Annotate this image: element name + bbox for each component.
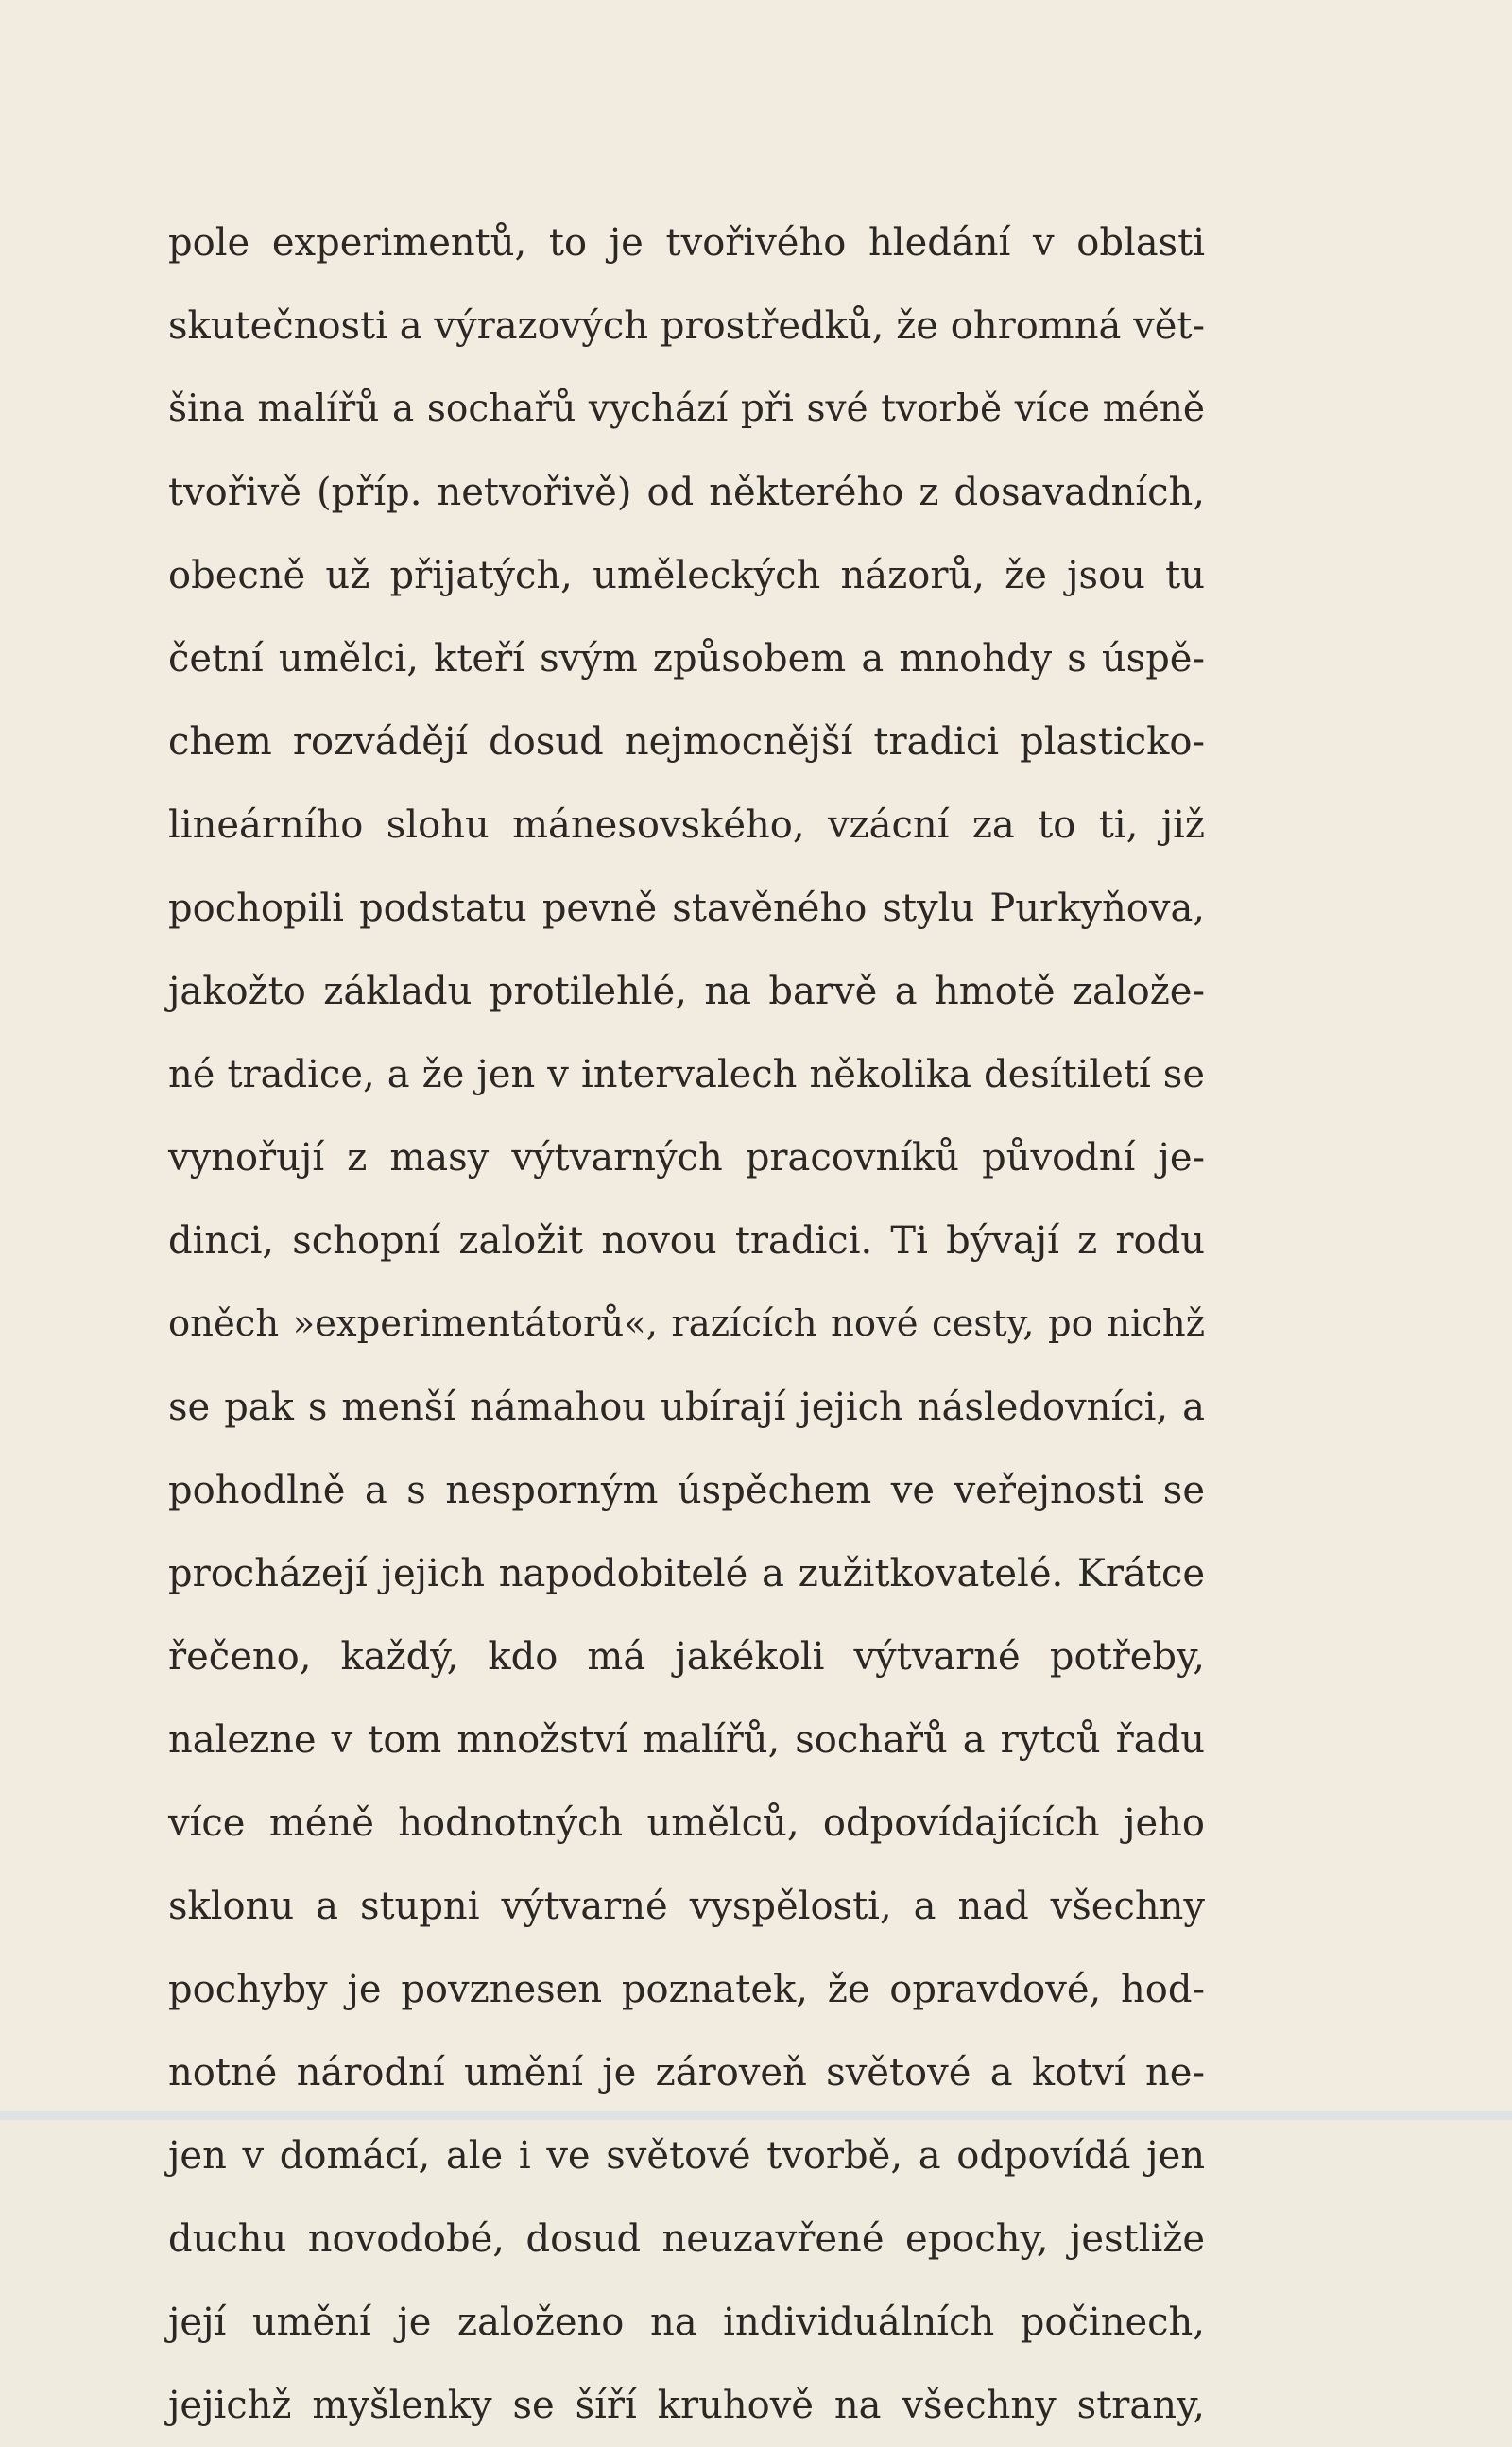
text-line: duchu novodobé, dosud neuzavřené epochy, jestliže: [168, 2217, 1205, 2261]
text-line: notné národní umění je zároveň světové a kotví ne-: [168, 2051, 1205, 2094]
text-line: šina malířů a sochařů vychází při své tvorbě více méně: [168, 388, 1205, 430]
text-line: chem rozvádějí dosud nejmocnější tradici plasticko-: [168, 720, 1205, 764]
text-line: pochopili podstatu pevně stavěného stylu Purkyňova,: [168, 887, 1205, 930]
text-line: jakožto základu protilehlé, na barvě a hmotě založe-: [168, 970, 1205, 1013]
text-line: řečeno, každý, kdo má jakékoli výtvarné potřeby,: [168, 1635, 1205, 1679]
text-line: procházejí jejich napodobitelé a zužitkovatelé. Krátce: [168, 1552, 1205, 1595]
text-line: sklonu a stupni výtvarné vyspělosti, a nad všechny: [168, 1885, 1205, 1928]
text-line: obecně už přijatých, uměleckých názorů, že jsou tu: [168, 554, 1205, 597]
text-line: její umění je založeno na individuálních počinech,: [168, 2301, 1205, 2344]
scan-bottom-edge: [0, 2111, 1512, 2120]
text-line: oněch »experimentátorů«, razících nové cesty, po nichž: [168, 1302, 1205, 1345]
text-line: né tradice, a že jen v intervalech několika desítiletí se: [168, 1053, 1205, 1096]
text-line: tvořivě (příp. netvořivě) od některého z dosavadních,: [168, 471, 1205, 514]
text-line: nalezne v tom množství malířů, sochařů a rytců řadu: [168, 1718, 1205, 1762]
text-line: pochyby je povznesen poznatek, že opravdové, hod-: [168, 1968, 1205, 2011]
text-line: jen v domácí, ale i ve světové tvorbě, a odpovídá jen: [168, 2134, 1205, 2178]
text-line: lineárního slohu mánesovského, vzácní za to ti, již: [168, 803, 1205, 847]
text-line: pohodlně a s nesporným úspěchem ve veřejnosti se: [168, 1469, 1205, 1512]
text-line: jejichž myšlenky se šíří kruhově na všechny strany,: [168, 2384, 1205, 2427]
text-line: pole experimentů, to je tvořivého hledání v oblasti: [168, 221, 1205, 265]
text-line: se pak s menší námahou ubírají jejich následovníci, a: [168, 1386, 1205, 1429]
text-line: více méně hodnotných umělců, odpovídajících jeho: [168, 1801, 1205, 1845]
text-line: vynořují z masy výtvarných pracovníků původní je-: [168, 1136, 1205, 1180]
text-line: četní umělci, kteří svým způsobem a mnohdy s úspě-: [168, 637, 1205, 681]
text-line: skutečnosti a výrazových prostředků, že ohromná vět-: [168, 304, 1205, 348]
text-line: dinci, schopní založit novou tradici. Ti bývají z rodu: [168, 1219, 1205, 1263]
